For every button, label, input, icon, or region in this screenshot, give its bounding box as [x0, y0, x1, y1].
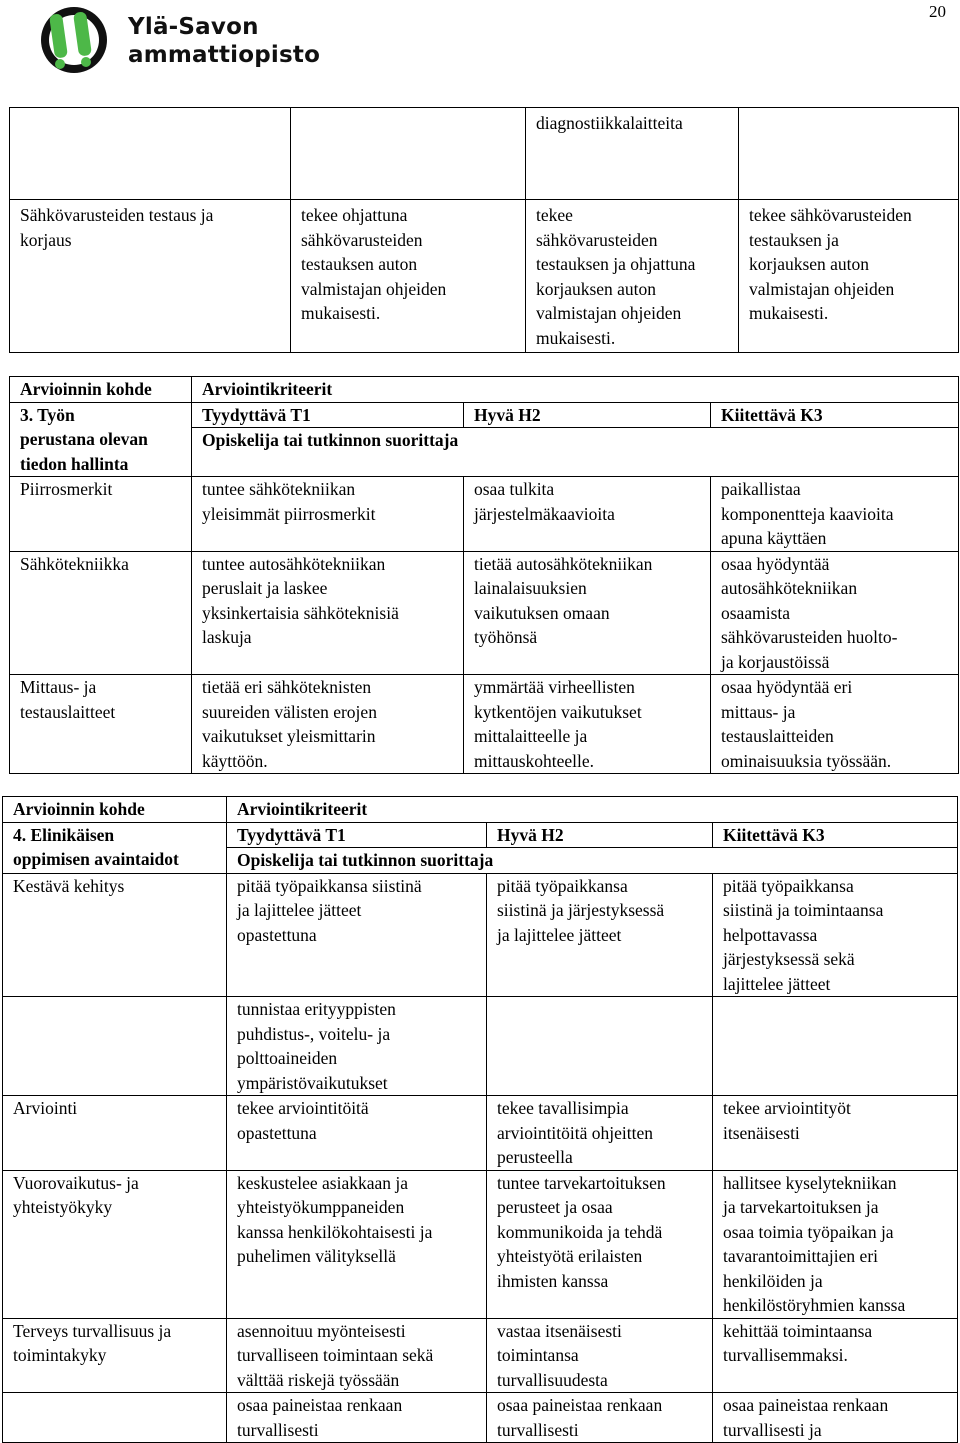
table-cell [227, 1096, 487, 1171]
criteria-table-continued [9, 107, 959, 353]
criteria-t1: tuntee sähkötekniikan yleisimmät piirrosmerkit [202, 479, 376, 524]
table-cell [526, 108, 739, 200]
section-title: 4. Elinikäisen oppimisen avaintaidot [13, 824, 179, 869]
grade-header-t1: Tyydyttävä T1 [202, 404, 311, 425]
table-cell [487, 1096, 713, 1171]
grade-header-k3: Kiitettävä K3 [723, 824, 825, 845]
table-cell [711, 551, 959, 675]
table-row [3, 1096, 958, 1171]
table-cell [487, 822, 713, 848]
table-row [3, 997, 958, 1096]
table-cell [739, 108, 959, 200]
criteria-table-section-3 [9, 376, 959, 774]
criteria-h2: tuntee tarvekartoituksen perusteet ja osaa kommunikoida ja tehdä yhteistyötä erilaisten ihmisten kanssa [497, 1172, 666, 1291]
table-cell [10, 377, 192, 403]
criteria-t1: tuntee autosähkötekniikan peruslait ja laskee yksinkertaisia sähköteknisiä laskuja [202, 553, 399, 647]
table-cell [10, 477, 192, 552]
column-header-kriteerit: Arviointikriteerit [202, 379, 333, 399]
table-cell [10, 551, 192, 675]
logo-text-line2: ammattiopisto [128, 42, 321, 68]
cell-text: Sähkövarusteiden testaus ja korjaus [20, 205, 214, 250]
table-cell [227, 1170, 487, 1318]
criteria-t1: osaa paineistaa renkaan turvallisesti [237, 1395, 403, 1440]
school-logo [26, 4, 336, 74]
table-cell [487, 1170, 713, 1318]
table-row [10, 551, 959, 675]
table-cell [227, 997, 487, 1096]
subject-label: Opiskelija tai tutkinnon suorittaja [202, 430, 459, 451]
table-cell [713, 1170, 958, 1318]
table-cell [3, 1096, 227, 1171]
table-cell [227, 1318, 487, 1393]
criteria-kohde: Terveys turvallisuus ja toimintakyky [13, 1320, 172, 1365]
criteria-h2: osaa paineistaa renkaan turvallisesti [497, 1395, 663, 1440]
logo-mark-icon [26, 4, 126, 74]
table-cell [711, 402, 959, 428]
criteria-k3: tekee arviointityöt itsenäisesti [723, 1098, 851, 1143]
table-row [3, 797, 958, 823]
table-cell [192, 402, 464, 428]
criteria-h2: osaa tulkita järjestelmäkaavioita [474, 479, 615, 524]
cell-text: tekee ohjattuna sähkövarusteiden testauksen auton valmistajan ohjeiden mukaisesti. [301, 205, 447, 323]
grade-header-h2: Hyvä H2 [474, 404, 541, 425]
table-cell [192, 428, 959, 477]
column-header-kriteerit: Arviointikriteerit [237, 799, 368, 819]
column-header-kohde: Arvioinnin kohde [13, 799, 145, 819]
table-row [10, 377, 959, 403]
table-row [3, 1170, 958, 1318]
table-cell [3, 1318, 227, 1393]
table-cell [3, 1393, 227, 1443]
criteria-k3: hallitsee kyselytekniikan ja tarvekartoituksen ja osaa toimia työpaikan ja tavarantoimittajien eri henkilöiden ja henkilöstöryhmien kanssa [723, 1172, 906, 1315]
table-cell [487, 873, 713, 997]
table-row [3, 1393, 958, 1443]
table-cell [192, 477, 464, 552]
table-row [3, 1318, 958, 1393]
criteria-h2: pitää työpaikkansa siistinä ja järjestyksessä ja lajittelee jätteet [497, 875, 665, 945]
table-cell [713, 997, 958, 1096]
table-cell [10, 675, 192, 774]
table-cell [713, 822, 958, 848]
table-cell [3, 1170, 227, 1318]
table-cell [3, 822, 227, 873]
table-cell [487, 1318, 713, 1393]
section-title: 3. Työn perustana olevan tiedon hallinta [20, 404, 148, 474]
table-cell [464, 675, 711, 774]
table-cell [10, 108, 291, 200]
criteria-kohde: Sähkötekniikka [20, 553, 129, 574]
criteria-kohde: Arviointi [13, 1098, 78, 1118]
table-cell [487, 997, 713, 1096]
table-cell [227, 873, 487, 997]
table-cell [711, 675, 959, 774]
cell-text: diagnostiikkalaitteita [536, 113, 683, 133]
criteria-k3: paikallistaa komponentteja kaavioita apuna käyttäen [721, 479, 894, 548]
table-row [10, 402, 959, 428]
table-row [10, 200, 959, 353]
column-header-kohde: Arvioinnin kohde [20, 379, 152, 399]
table-cell [10, 200, 291, 353]
criteria-t1: pitää työpaikkansa siistinä ja lajittelee jätteet opastettuna [237, 875, 422, 945]
table-cell [227, 822, 487, 848]
criteria-k3: osaa paineistaa renkaan turvallisesti ja [723, 1395, 889, 1440]
grade-header-k3: Kiitettävä K3 [721, 404, 823, 425]
table-cell [487, 1393, 713, 1443]
criteria-h2: ymmärtää virheellisten kytkentöjen vaikutukset mittalaitteelle ja mittauskohteelle. [474, 677, 642, 771]
criteria-kohde: Kestävä kehitys [13, 875, 125, 896]
table-cell [291, 200, 526, 353]
table-cell [227, 797, 958, 823]
table-row [10, 477, 959, 552]
table-cell [3, 797, 227, 823]
criteria-h2: tietää autosähkötekniikan lainalaisuuksien vaikutuksen omaan työhönsä [474, 553, 653, 647]
table-cell [291, 108, 526, 200]
table-cell [711, 477, 959, 552]
table-row [10, 108, 959, 200]
criteria-kohde: Vuorovaikutus- ja yhteistyökyky [13, 1172, 139, 1217]
criteria-kohde: Mittaus- ja testauslaitteet [20, 677, 116, 722]
subject-label: Opiskelija tai tutkinnon suorittaja [237, 850, 494, 870]
table-cell [713, 873, 958, 997]
criteria-t1: tunnistaa erityyppisten puhdistus-, voitelu- ja polttoaineiden ympäristövaikutukset [237, 999, 396, 1093]
table-cell [192, 675, 464, 774]
table-cell [713, 1393, 958, 1443]
criteria-t1: keskustelee asiakkaan ja yhteistyökumppaneiden kanssa henkilökohtaisesti ja puhelimen välityksellä [237, 1172, 433, 1266]
cell-text: tekee sähkövarusteiden testauksen ja ohjattuna korjauksen auton valmistajan ohjeiden mukaisesti. [536, 205, 696, 348]
table-cell [192, 551, 464, 675]
table-cell [3, 997, 227, 1096]
page-number: 20 [929, 2, 946, 21]
table-cell [464, 551, 711, 675]
table-cell [526, 200, 739, 353]
table-row [3, 873, 958, 997]
table-row [10, 675, 959, 774]
table-cell [464, 477, 711, 552]
criteria-t1: asennoituu myönteisesti turvalliseen toimintaan sekä välttää riskejä työssään [237, 1320, 434, 1390]
criteria-table-section-4 [2, 796, 958, 1443]
cell-text: tekee sähkövarusteiden testauksen ja korjauksen auton valmistajan ohjeiden mukaisesti. [749, 205, 912, 323]
table-cell [192, 377, 959, 403]
criteria-h2: tekee tavallisimpia arviointitöitä ohjeitten perusteella [497, 1098, 654, 1167]
criteria-k3: pitää työpaikkansa siistinä ja toimintaansa helpottavassa järjestyksessä sekä lajittelee jätteet [723, 875, 884, 994]
criteria-h2: vastaa itsenäisesti toimintansa turvallisuudesta [497, 1320, 622, 1390]
table-cell [227, 1393, 487, 1443]
table-cell [464, 402, 711, 428]
table-cell [3, 873, 227, 997]
criteria-k3: osaa hyödyntää autosähkötekniikan osaamista sähkövarusteiden huolto- ja korjaustöissä [721, 553, 898, 672]
criteria-k3: kehittää toimintaansa turvallisemmaksi. [723, 1320, 873, 1365]
table-cell [713, 1096, 958, 1171]
criteria-k3: osaa hyödyntää eri mittaus- ja testauslaitteiden ominaisuuksia työssään. [721, 677, 892, 771]
table-cell [739, 200, 959, 353]
criteria-t1: tietää eri sähköteknisten suureiden välisten erojen vaikutukset yleismittarin käyttöön. [202, 677, 377, 771]
criteria-kohde: Piirrosmerkit [20, 479, 113, 499]
table-row [3, 822, 958, 848]
grade-header-t1: Tyydyttävä T1 [237, 824, 346, 845]
grade-header-h2: Hyvä H2 [497, 824, 564, 845]
table-cell [10, 402, 192, 477]
table-cell [227, 848, 958, 874]
logo-text-line1: Ylä-Savon [128, 14, 259, 40]
criteria-t1: tekee arviointitöitä opastettuna [237, 1098, 369, 1143]
table-cell [713, 1318, 958, 1393]
